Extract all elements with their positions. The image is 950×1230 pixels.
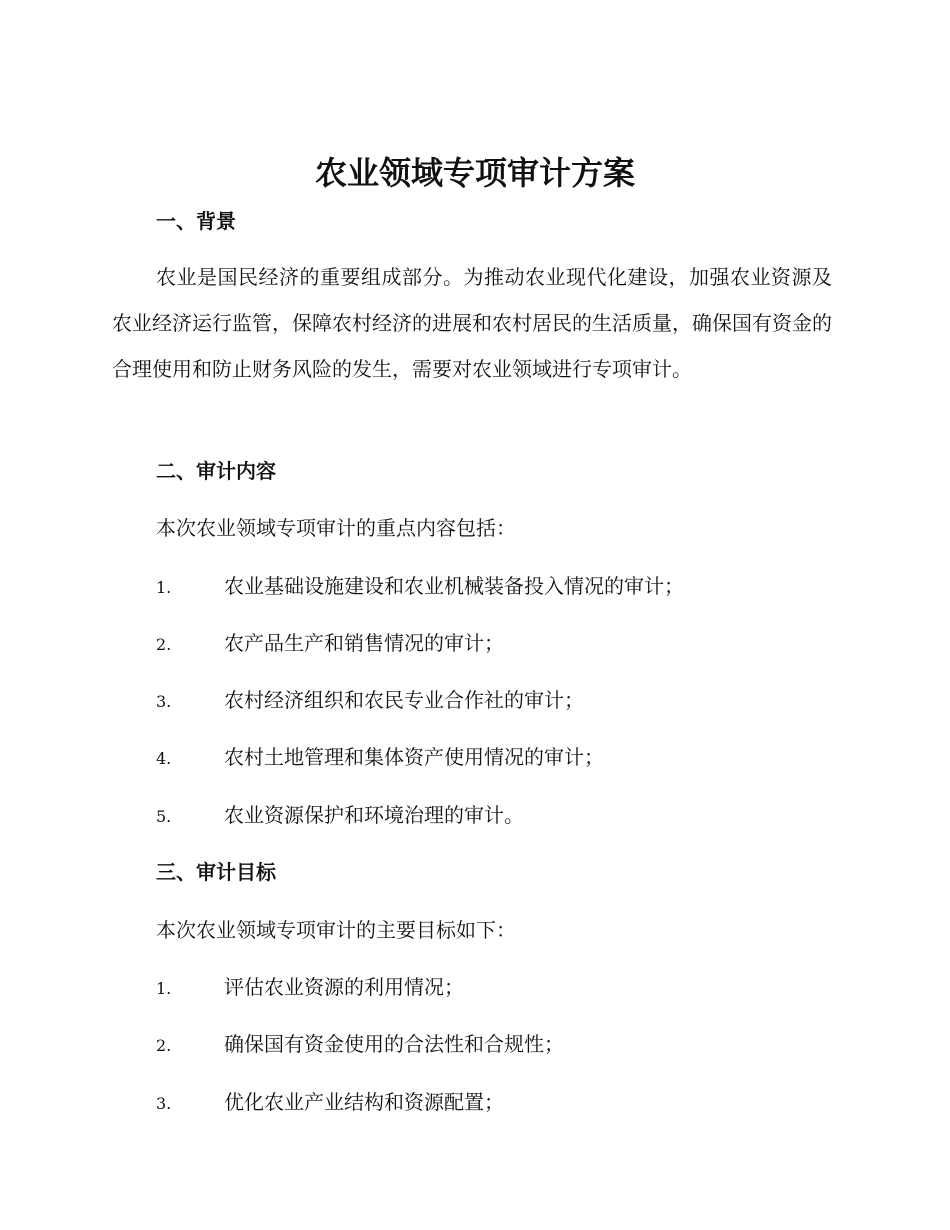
list-number: 3. — [156, 692, 172, 711]
list-text: 农村经济组织和农民专业合作社的审计； — [224, 688, 584, 712]
list-item — [156, 1029, 836, 1061]
list-item — [156, 628, 836, 660]
list-text: 农业基础设施建设和农业机械装备投入情况的审计； — [224, 574, 684, 598]
list-number: 5. — [156, 807, 172, 826]
list-number: 2. — [156, 1036, 172, 1055]
background-paragraph: 农业是国民经济的重要组成部分。为推动农业现代化建设，加强农业资源及农业经济运行监管，保障农村经济的进展和农村居民的生活质量，确保国有资金的合理使用和防止财务风险的发生，需要对农业领域进行专项审计。 — [112, 265, 832, 381]
list-text: 优化农业产业结构和资源配置； — [224, 1090, 504, 1114]
list-text: 评估农业资源的利用情况； — [224, 975, 464, 999]
document-title: 农业领域专项审计方案 — [314, 154, 635, 192]
list-number: 1. — [156, 578, 172, 597]
section-heading-audit-goals: 三、审计目标 — [156, 860, 276, 884]
audit-goals-intro: 本次农业领域专项审计的主要目标如下： — [156, 918, 516, 942]
list-item — [156, 1087, 836, 1119]
list-text: 农产品生产和销售情况的审计； — [224, 631, 504, 655]
list-number: 2. — [156, 635, 172, 654]
list-number: 4. — [156, 749, 172, 768]
list-item — [156, 685, 836, 717]
list-item — [156, 571, 836, 603]
audit-content-intro: 本次农业领域专项审计的重点内容包括： — [156, 516, 516, 540]
list-item — [156, 742, 836, 774]
list-text: 农村土地管理和集体资产使用情况的审计； — [224, 745, 604, 769]
list-text: 农业资源保护和环境治理的审计。 — [224, 803, 524, 827]
section-heading-audit-content: 二、审计内容 — [156, 459, 276, 483]
list-text: 确保国有资金使用的合法性和合规性； — [224, 1032, 564, 1056]
list-item — [156, 800, 836, 832]
list-number: 3. — [156, 1094, 172, 1113]
list-number: 1. — [156, 979, 172, 998]
list-item — [156, 972, 836, 1004]
section-heading-background: 一、背景 — [156, 209, 236, 233]
